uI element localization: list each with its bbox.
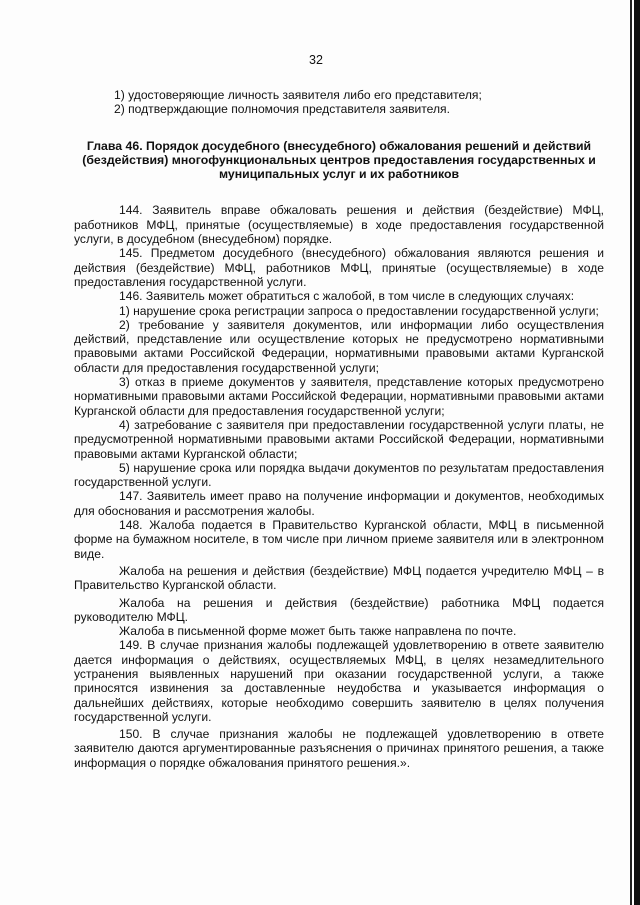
chapter-title: Глава 46. Порядок досудебного (внесудебного) обжалования решений и действий (бездействия) многофункциональных центров предоставления государственных и муниципальных услуг и их работников — [82, 138, 596, 182]
list-item-2: 2) требование у заявителя документов, или информации либо осуществления действий, представление или осуществление которых не предусмотрено нормативными правовыми актами Российской Федерации, нормативными правовыми актами Курганской области для предоставления государственной услуги; — [74, 317, 604, 375]
paragraph-postal: Жалоба в письменной форме может быть также направлена по почте. — [119, 624, 517, 639]
paragraph-148: 148. Жалоба подается в Правительство Курганской области, МФЦ в письменной форме на бумажном носителе, в том числе при личном приеме заявителя или в электронном виде. — [74, 518, 604, 561]
paragraph-150: 150. В случае признания жалобы не подлежащей удовлетворению в ответе заявителю даются аргументированные разъяснения о причинах принятого решения, а также информация о порядке обжалования принятого решения.». — [74, 727, 604, 770]
paragraph-144: 144. Заявитель вправе обжаловать решения и действия (бездействие) МФЦ, работников МФЦ, принятые (осуществляемые) в ходе предоставления государственной услуги, в досудебном (внесудебном) порядке. — [74, 203, 604, 247]
paragraph-complaint-mfc: Жалоба на решения и действия (бездействие) МФЦ подается учредителю МФЦ – в Правительство Курганской области. — [74, 563, 604, 593]
paragraph-147: 147. Заявитель имеет право на получение информации и документов, необходимых для обоснования и рассмотрения жалобы. — [74, 489, 604, 518]
intro-item: 1) удостоверяющие личность заявителя либо его представителя; — [114, 88, 482, 102]
scan-edge — [634, 0, 640, 905]
page-number: 32 — [309, 53, 323, 67]
list-item-3: 3) отказ в приеме документов у заявителя, представление которых предусмотрено нормативными правовыми актами Российской Федерации, нормативными правовыми актами Курганской области для предоставления государственной услуги; — [74, 375, 604, 418]
paragraph-complaint-worker: Жалоба на решения и действия (бездействие) работника МФЦ подается руководителю МФЦ. — [74, 595, 604, 624]
list-item-1: 1) нарушение срока регистрации запроса о предоставлении государственной услуги; — [119, 303, 599, 318]
paragraph-145: 145. Предметом досудебного (внесудебного) обжалования являются решения и действия (бездействие) МФЦ, работников МФЦ, принятые (осуществляемые) в ходе предоставления государственной услуги. — [74, 246, 604, 289]
intro-item: 2) подтверждающие полномочия представителя заявителя. — [114, 102, 450, 117]
document-body — [74, 88, 604, 770]
paragraph-146: 146. Заявитель может обратиться с жалобой, в том числе в следующих случаях: — [119, 289, 575, 304]
list-item-4: 4) затребование с заявителя при предоставлении государственной услуги платы, не предусмотренной нормативными правовыми актами Российской Федерации, нормативными правовыми актами Курганской области; — [74, 417, 604, 461]
list-item-5: 5) нарушение срока или порядка выдачи документов по результатам предоставления государственной услуги. — [74, 460, 604, 490]
paragraph-149: 149. В случае признания жалобы подлежащей удовлетворению в ответе заявителю дается информация о действиях, осуществляемых МФЦ, в целях незамедлительного устранения выявленных нарушений при оказании государственной услуги, а также приносятся извинения за доставленные неудобства и указывается информация о дальнейших действиях, которые необходимо совершить заявителю в целях получения государственной услуги. — [74, 638, 604, 724]
